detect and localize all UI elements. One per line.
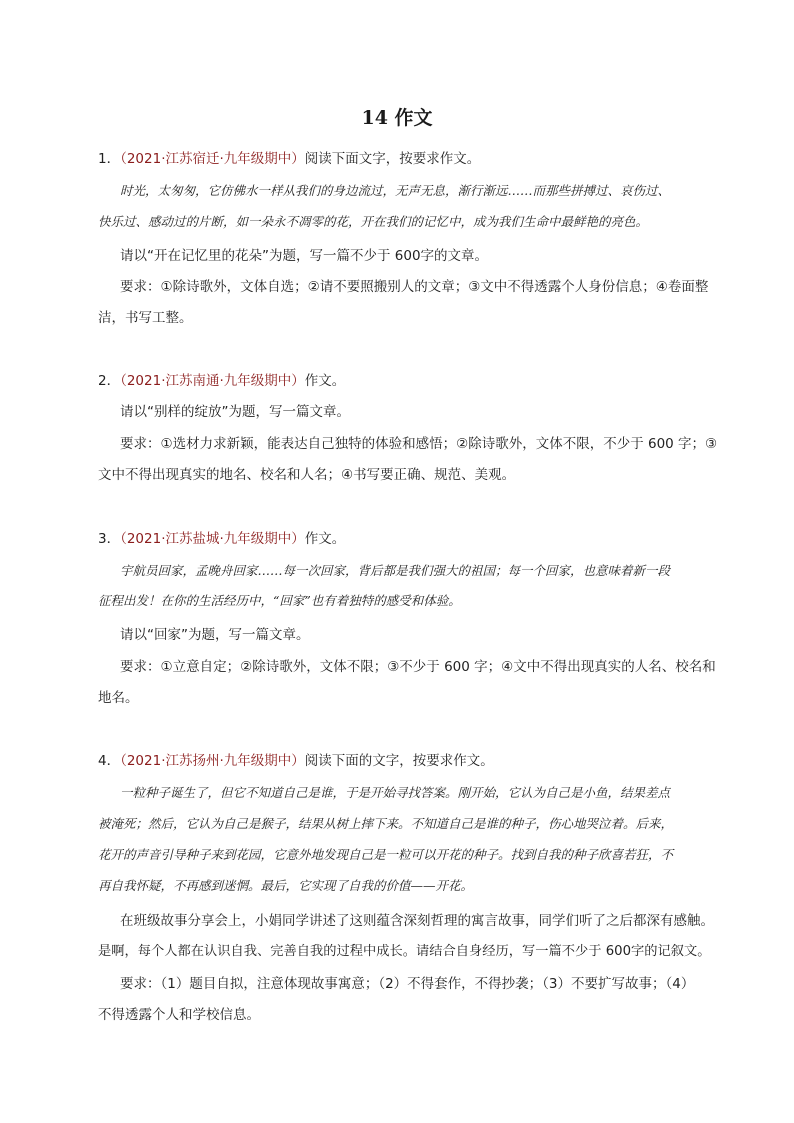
material-line: 宇航员回家，孟晚舟回家……每一次回家，背后都是我们强大的祖国；每一个回家，也意味着新一段 <box>120 563 671 578</box>
material-line: 快乐过、感动过的片断，如一朵永不凋零的花，开在我们的记忆中，成为我们生命中最鲜艳的亮色。 <box>98 214 649 229</box>
material-line: 花开的声音引导种子来到花园，它意外地发现自己是一粒可以开花的种子。找到自我的种子欣喜若狂，不 <box>98 847 674 862</box>
question-instruction: 阅读下面的文字，按要求作文。 <box>304 753 494 769</box>
question-instruction: 作文。 <box>304 373 346 389</box>
question-header <box>98 369 345 389</box>
requirement-line: 要求：（1）题目自拟，注意体现故事寓意；（2）不得套作，不得抄袭；（3）不要扩写故事；（4） <box>120 976 695 992</box>
requirement-line: 要求：①立意自定；②除诗歌外，文体不限；③不少于 600 字；④文中不得出现真实的人名、校名和 <box>120 659 716 675</box>
requirement-line: 地名。 <box>98 690 139 706</box>
prompt-line: 在班级故事分享会上，小娟同学讲述了这则蕴含深刻哲理的寓言故事，同学们听了之后都深有感触。 <box>120 913 714 929</box>
question-source: （2021·江苏宿迁·九年级期中） <box>120 151 305 167</box>
question-header <box>98 147 480 167</box>
material-line: 时光，太匆匆，它仿佛水一样从我们的身边流过，无声无息，渐行渐远……而那些拼搏过、哀伤过、 <box>120 183 671 198</box>
question-number: 4． <box>98 753 121 769</box>
material-line: 征程出发！在你的生活经历中，“回家”也有着独特的感受和体验。 <box>98 593 461 608</box>
prompt-line: 请以“别样的绽放”为题，写一篇文章。 <box>120 404 350 420</box>
material-line: 再自我怀疑，不再感到迷惘。最后，它实现了自我的价值——开花。 <box>98 878 474 893</box>
question-source: （2021·江苏南通·九年级期中） <box>120 373 305 389</box>
material-line: 被淹死；然后，它认为自己是猴子，结果从树上摔下来。不知道自己是谁的种子，伤心地哭泣着。后来， <box>98 816 674 831</box>
requirement-line: 不得透露个人和学校信息。 <box>98 1007 260 1023</box>
requirement-line: 洁，书写工整。 <box>98 310 193 326</box>
requirement-line: 要求：①选材力求新颖，能表达自己独特的体验和感悟；②除诗歌外，文体不限，不少于 600 字；③ <box>120 436 718 452</box>
question-instruction: 作文。 <box>304 531 346 547</box>
prompt-line: 请以“开在记忆里的花朵”为题，写一篇不少于 600字的文章。 <box>120 248 489 264</box>
question-source: （2021·江苏盐城·九年级期中） <box>120 531 305 547</box>
page-title: 14 作文 <box>361 107 433 129</box>
question-number: 2． <box>98 373 121 389</box>
prompt-line: 是啊，每个人都在认识自我、完善自我的过程中成长。请结合自身经历，写一篇不少于 600字的记叙文。 <box>98 944 711 959</box>
question-number: 1． <box>98 151 121 167</box>
question-header <box>98 749 494 769</box>
question-instruction: 阅读下面文字，按要求作文。 <box>304 151 481 167</box>
question-number: 3． <box>98 531 121 547</box>
requirement-line: 要求：①除诗歌外，文体自选；②请不要照搬别人的文章；③文中不得透露个人身份信息；④卷面整 <box>120 279 709 295</box>
material-line: 一粒种子诞生了，但它不知道自己是谁，于是开始寻找答案。刚开始，它认为自己是小鱼，结果差点 <box>120 785 671 800</box>
question-source: （2021·江苏扬州·九年级期中） <box>120 753 305 769</box>
prompt-line: 请以“回家”为题，写一篇文章。 <box>120 627 310 643</box>
requirement-line: 文中不得出现真实的地名、校名和人名；④书写要正确、规范、美观。 <box>98 467 516 483</box>
question-header <box>98 527 345 547</box>
